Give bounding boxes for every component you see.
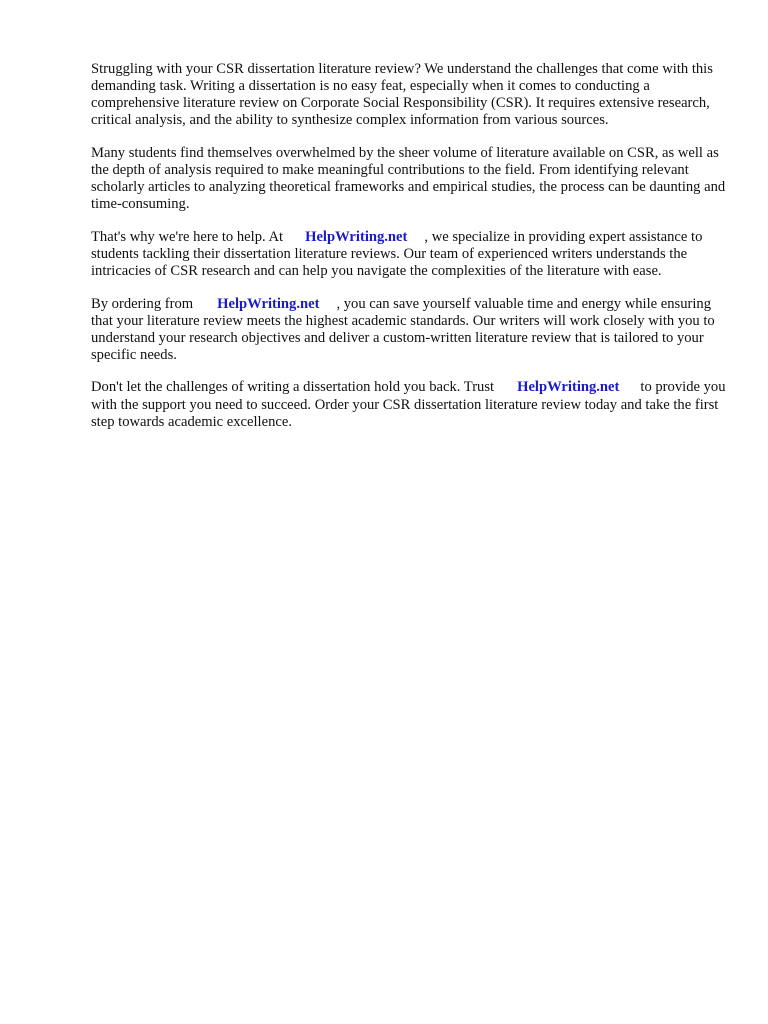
helpwriting-link-3[interactable]: HelpWriting.net <box>517 379 620 396</box>
paragraph-ordering-after: , you can save yourself valuable time and energy while ensuring that your literature review meets the highest academic standards. Our writers will work closely with you to understand your research objectives and deliver a custom-written literature review that is tailored to your specific needs. <box>91 295 715 363</box>
paragraph-intro: Struggling with your CSR dissertation literature review? We understand the challenges that come with this demanding task. Writing a dissertation is no easy feat, especially when it comes to conducting a comprehensive literature review on Corporate Social Responsibility (CSR). It requires extensive research, critical analysis, and the ability to synthesize complex information from various sources. <box>91 61 713 129</box>
paragraph-help-before: That's why we're here to help. At <box>91 228 284 245</box>
paragraph-trust-after: to provide you with the support you need to succeed. Order your CSR dissertation literature review today and take the first step towards academic excellence. <box>91 379 726 430</box>
paragraph-overwhelmed: Many students find themselves overwhelmed by the sheer volume of literature available on CSR, as well as the depth of analysis required to make meaningful contributions to the field. From identifying relevant scholarly articles to analyzing theoretical frameworks and empirical studies, the process can be daunting and time-consuming. <box>91 144 726 213</box>
helpwriting-link-2[interactable]: HelpWriting.net <box>217 295 320 312</box>
paragraph-trust <box>91 379 731 430</box>
paragraph-trust-before: Don't let the challenges of writing a dissertation hold you back. Trust <box>91 379 495 396</box>
helpwriting-link-1[interactable]: HelpWriting.net <box>305 228 408 245</box>
paragraph-help-after: , we specialize in providing expert assistance to students tackling their dissertation literature reviews. Our team of experienced writers understands the intricacies of CSR research and can help you navigate the complexities of the literature with ease. <box>91 228 703 279</box>
paragraph-ordering <box>91 296 731 364</box>
paragraph-ordering-before: By ordering from <box>91 295 194 312</box>
document-page <box>91 61 731 446</box>
paragraph-help <box>91 229 731 280</box>
